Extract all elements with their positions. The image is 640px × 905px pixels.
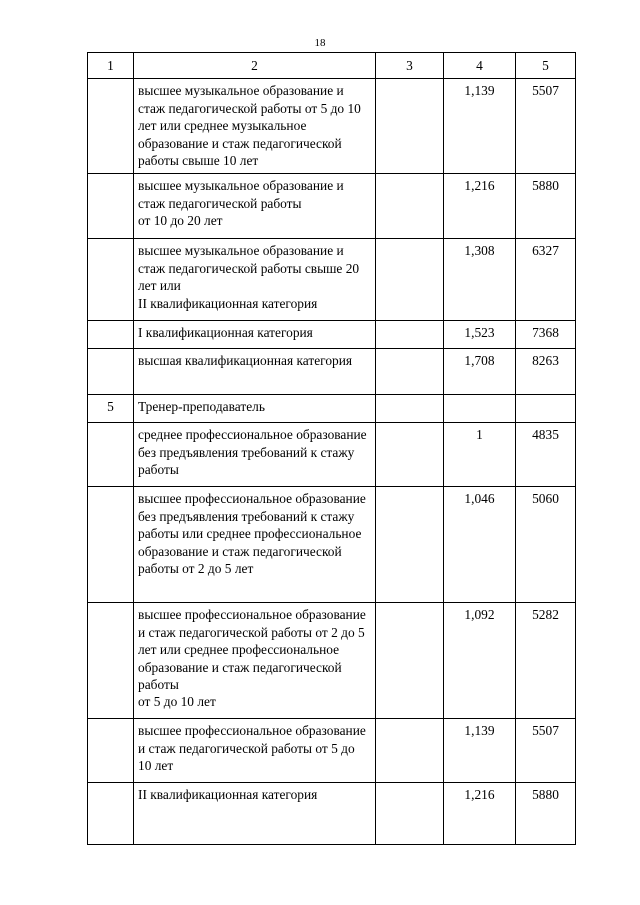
coefficient-cell: 1,216 [444, 174, 516, 239]
empty-cell [376, 603, 444, 719]
table-row [88, 603, 576, 719]
qualification-cell: II квалификационная категория [134, 783, 376, 845]
row-number-cell [88, 423, 134, 487]
coefficient-cell: 1,523 [444, 321, 516, 349]
row-number-cell [88, 349, 134, 395]
qualification-cell: высшее профессиональное образование и стаж педагогической работы от 2 до 5 лет или среднее профессиональное образование и стаж педагогической работы от 5 до 10 лет [134, 603, 376, 719]
qualification-cell: высшее профессиональное образование и стаж педагогической работы от 5 до 10 лет [134, 719, 376, 783]
row-number-cell [88, 603, 134, 719]
qualification-cell: высшее музыкальное образование и стаж педагогической работы от 10 до 20 лет [134, 174, 376, 239]
header-col-4: 4 [444, 53, 516, 79]
coefficient-cell: 1,708 [444, 349, 516, 395]
row-number-cell [88, 79, 134, 174]
page-number: 18 [314, 37, 326, 49]
row-number-cell [88, 174, 134, 239]
table-row [88, 321, 576, 349]
salary-cell: 5880 [516, 174, 576, 239]
table-row [88, 395, 576, 423]
row-number-cell [88, 719, 134, 783]
coefficient-cell: 1,092 [444, 603, 516, 719]
coefficient-cell: 1,216 [444, 783, 516, 845]
salary-cell: 4835 [516, 423, 576, 487]
coefficient-cell: 1,308 [444, 239, 516, 321]
table-header-row [88, 53, 576, 79]
coefficient-cell: 1,139 [444, 719, 516, 783]
row-number-cell [88, 783, 134, 845]
empty-cell [376, 321, 444, 349]
coefficient-cell: 1 [444, 423, 516, 487]
salary-cell: 8263 [516, 349, 576, 395]
qualification-cell: высшее музыкальное образование и стаж педагогической работы свыше 20 лет или II квалификационная категория [134, 239, 376, 321]
salary-cell: 5282 [516, 603, 576, 719]
row-number-cell [88, 321, 134, 349]
empty-cell [376, 487, 444, 603]
empty-cell [376, 423, 444, 487]
row-number-cell [88, 487, 134, 603]
row-number-cell [88, 239, 134, 321]
row-number-cell: 5 [88, 395, 134, 423]
salary-cell: 5507 [516, 79, 576, 174]
table-row [88, 239, 576, 321]
header-col-5: 5 [516, 53, 576, 79]
salary-cell: 5060 [516, 487, 576, 603]
qualification-cell: высшая квалификационная категория [134, 349, 376, 395]
empty-cell [376, 395, 444, 423]
table-row [88, 719, 576, 783]
salary-cell: 5880 [516, 783, 576, 845]
table-row [88, 79, 576, 174]
position-title-cell: Тренер-преподаватель [134, 395, 376, 423]
header-col-3: 3 [376, 53, 444, 79]
salary-cell [516, 395, 576, 423]
table-row [88, 349, 576, 395]
empty-cell [376, 174, 444, 239]
rates-table [87, 52, 576, 845]
salary-cell: 5507 [516, 719, 576, 783]
table-row [88, 423, 576, 487]
salary-cell: 6327 [516, 239, 576, 321]
empty-cell [376, 239, 444, 321]
header-col-1: 1 [88, 53, 134, 79]
empty-cell [376, 79, 444, 174]
empty-cell [376, 349, 444, 395]
qualification-cell: высшее профессиональное образование без предъявления требований к стажу работы или среднее профессиональное образование и стаж педагогической работы от 2 до 5 лет [134, 487, 376, 603]
header-col-2: 2 [134, 53, 376, 79]
coefficient-cell: 1,046 [444, 487, 516, 603]
empty-cell [376, 783, 444, 845]
qualification-cell: I квалификационная категория [134, 321, 376, 349]
coefficient-cell [444, 395, 516, 423]
coefficient-cell: 1,139 [444, 79, 516, 174]
empty-cell [376, 719, 444, 783]
qualification-cell: высшее музыкальное образование и стаж педагогической работы от 5 до 10 лет или среднее музыкальное образование и стаж педагогической работы свыше 10 лет [134, 79, 376, 174]
salary-cell: 7368 [516, 321, 576, 349]
table-row [88, 783, 576, 845]
qualification-cell: среднее профессиональное образование без предъявления требований к стажу работы [134, 423, 376, 487]
table-row [88, 487, 576, 603]
table-row [88, 174, 576, 239]
